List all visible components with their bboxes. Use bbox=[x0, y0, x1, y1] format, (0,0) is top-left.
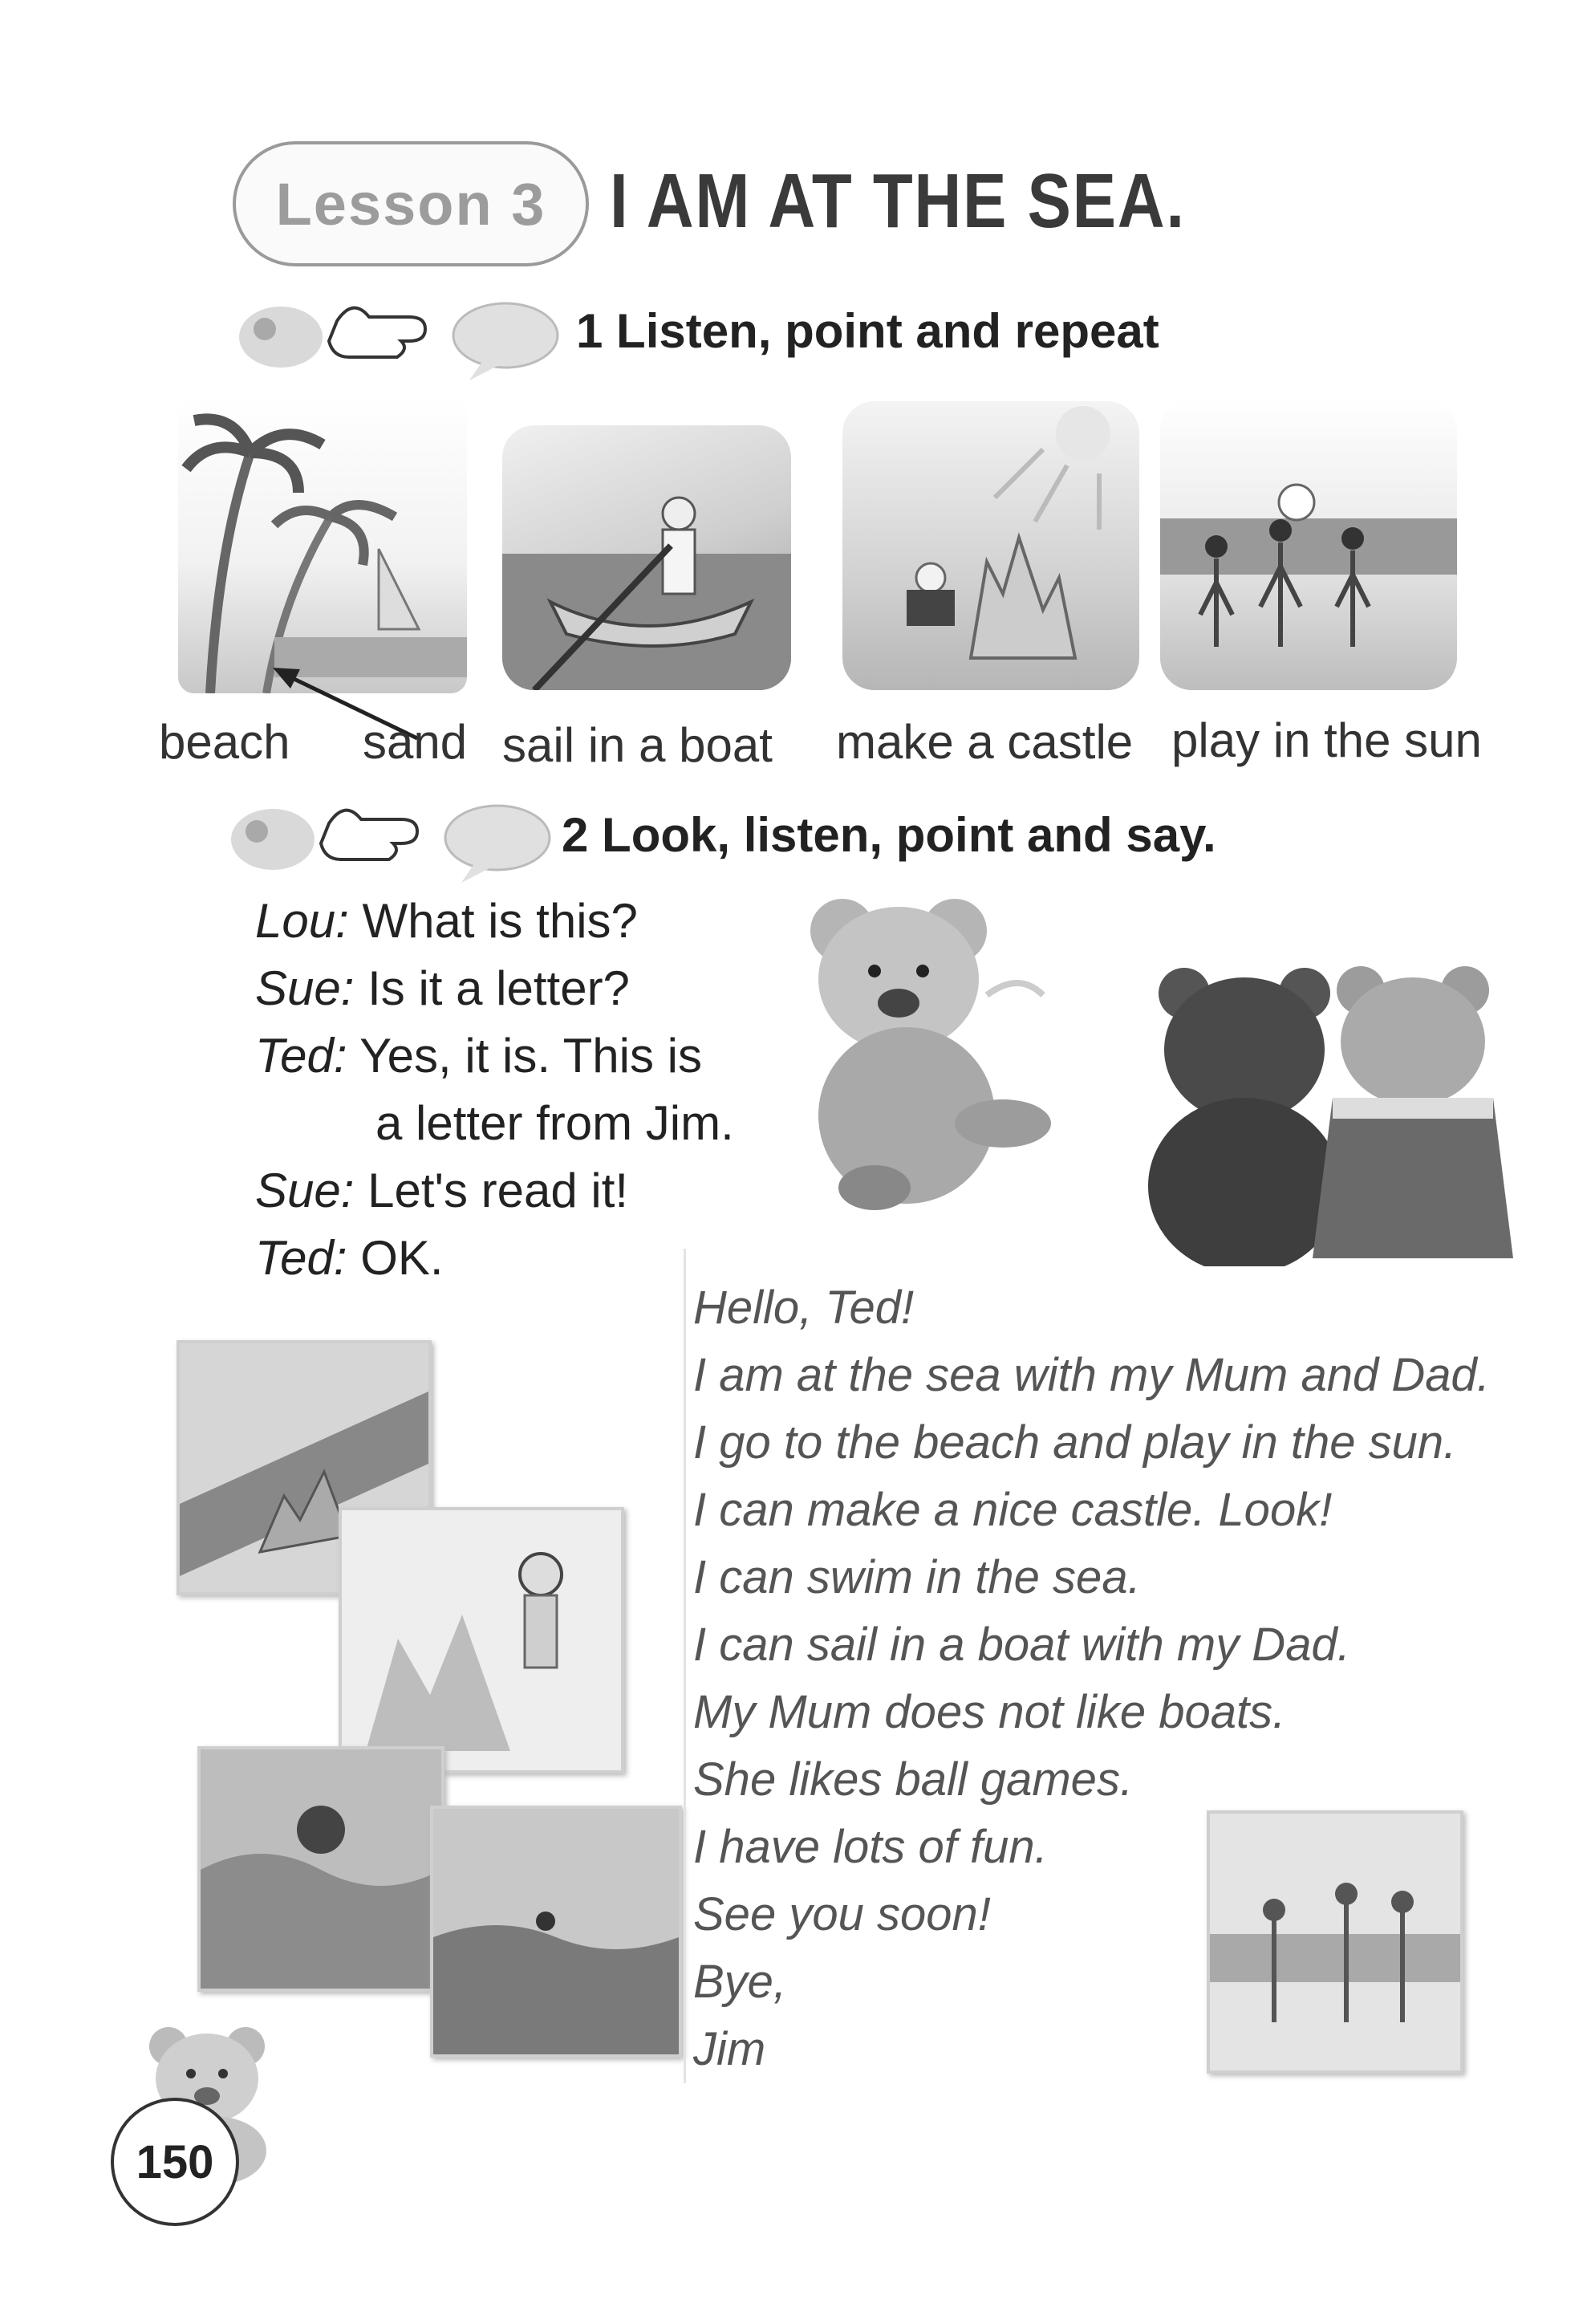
line-text: OK. bbox=[347, 1231, 444, 1285]
speaker: Ted: bbox=[255, 1231, 347, 1285]
dialogue-line bbox=[255, 888, 638, 955]
listen-point-icon bbox=[233, 289, 562, 385]
section-2-heading: 2 Look, listen, point and say. bbox=[562, 808, 1216, 862]
page-title: I AM AT THE SEA. bbox=[610, 158, 1186, 244]
line-text: a letter from Jim. bbox=[375, 1096, 734, 1150]
word-beach: beach bbox=[159, 715, 290, 769]
letter-line: I go to the beach and play in the sun. bbox=[693, 1416, 1457, 1469]
sail-in-a-boat-picture bbox=[502, 425, 791, 690]
dialogue-line bbox=[375, 1090, 734, 1157]
letter-line: I can make a nice castle. Look! bbox=[693, 1484, 1333, 1536]
letter-line: Jim bbox=[693, 2023, 766, 2075]
word-sail-in-a-boat: sail in a boat bbox=[502, 718, 773, 772]
letter-line: I have lots of fun. bbox=[693, 1821, 1048, 1873]
dialogue-line bbox=[255, 955, 630, 1022]
swimming-photo bbox=[197, 1746, 444, 1992]
boy-castle-photo bbox=[339, 1507, 624, 1773]
dialogue-line bbox=[255, 1157, 628, 1225]
make-a-castle-picture bbox=[842, 401, 1139, 690]
speaker: Ted: bbox=[255, 1029, 347, 1083]
speaker: Lou: bbox=[255, 894, 349, 948]
beach-picture bbox=[178, 396, 467, 693]
look-listen-icon bbox=[225, 791, 554, 888]
section-1-heading: 1 Listen, point and repeat bbox=[576, 304, 1159, 358]
letter-line: Hello, Ted! bbox=[693, 1282, 915, 1334]
letter-line: I can swim in the sea. bbox=[693, 1551, 1141, 1603]
ball-games-photo bbox=[1207, 1810, 1463, 2074]
letter-line: My Mum does not like boats. bbox=[693, 1686, 1286, 1738]
word-play-in-the-sun: play in the sun bbox=[1171, 713, 1482, 767]
word-make-a-castle: make a castle bbox=[836, 715, 1134, 769]
lesson-label: Lesson 3 bbox=[275, 170, 546, 238]
letter-line: I am at the sea with my Mum and Dad. bbox=[693, 1349, 1490, 1401]
letter-line: She likes ball games. bbox=[693, 1753, 1134, 1806]
line-text: Is it a letter? bbox=[354, 961, 630, 1015]
letter-divider bbox=[684, 1249, 686, 2083]
line-text: Let's read it! bbox=[354, 1164, 629, 1217]
boat-photo bbox=[430, 1806, 682, 2058]
dialogue-line bbox=[255, 1022, 702, 1090]
letter-line: I can sail in a boat with my Dad. bbox=[693, 1619, 1350, 1671]
page-number: 150 bbox=[136, 2135, 214, 2188]
line-text: What is this? bbox=[348, 894, 638, 948]
play-in-the-sun-picture bbox=[1160, 398, 1457, 690]
speaker: Sue: bbox=[255, 961, 355, 1015]
two-teddy-bears-illustration bbox=[1144, 961, 1516, 1266]
line-text: Yes, it is. This is bbox=[347, 1029, 702, 1083]
teddy-bear-with-letter-illustration bbox=[802, 891, 1075, 1212]
word-sand: sand bbox=[363, 715, 468, 769]
letter-line: See you soon! bbox=[693, 1888, 991, 1940]
dialogue-line bbox=[255, 1225, 444, 1292]
letter-line: Bye, bbox=[693, 1956, 787, 2008]
speaker: Sue: bbox=[255, 1164, 355, 1217]
